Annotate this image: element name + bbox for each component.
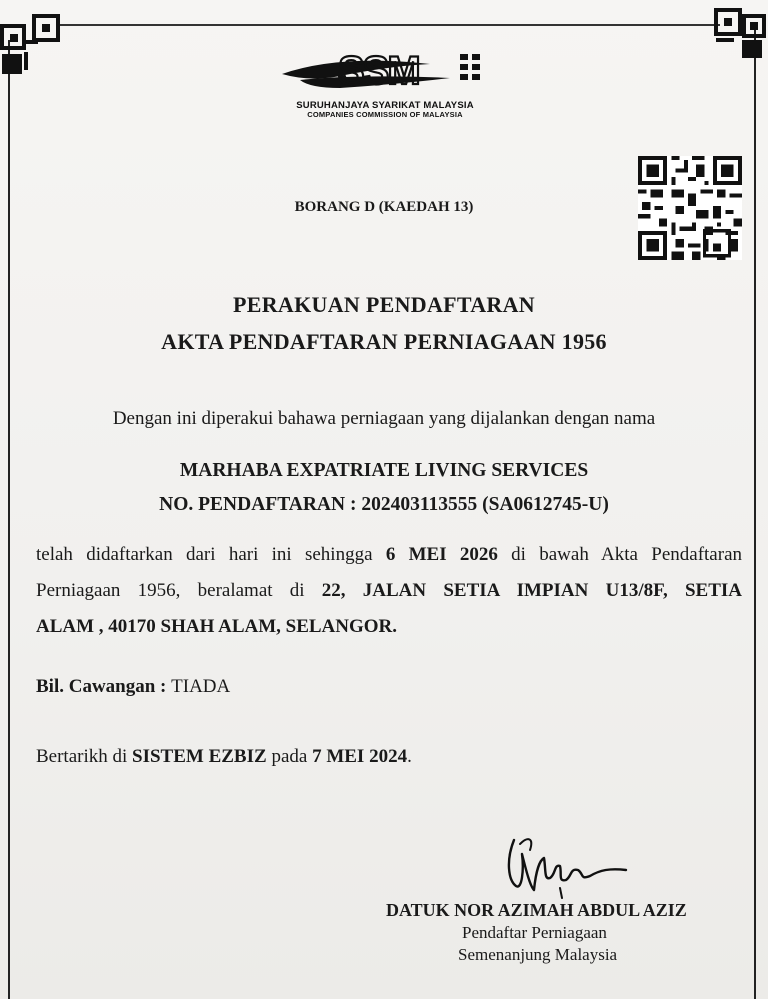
- top-border-line: [60, 24, 720, 26]
- issuing-system: SISTEM EZBIZ: [132, 746, 267, 767]
- paragraph-line-2: Perniagaan 1956, beralamat di 22, JALAN SETIA IMPIAN U13/8F, SETIA: [36, 580, 742, 601]
- issue-date-line: Bertarikh di SISTEM EZBIZ pada 7 MEI 2024.: [36, 746, 412, 767]
- issue-date: 7 MEI 2024: [312, 746, 408, 767]
- expiry-date: 6 MEI 2026: [385, 544, 498, 565]
- signatory-title: Pendaftar Perniagaan: [462, 923, 607, 942]
- form-label: BORANG D (KAEDAH 13): [294, 199, 474, 215]
- branch-value: TIADA: [171, 676, 231, 697]
- svg-text:SSM: SSM: [338, 49, 419, 93]
- branch-count: Bil. Cawangan : TIADA: [36, 676, 231, 697]
- handwritten-signature: [500, 830, 640, 900]
- ssm-logo: [280, 44, 490, 100]
- signatory-region: Semenanjung Malaysia: [458, 945, 618, 964]
- business-name: MARHABA EXPATRIATE LIVING SERVICES: [179, 460, 589, 481]
- intro-statement: Dengan ini diperakui bahawa perniagaan yang dijalankan dengan nama: [112, 408, 656, 429]
- org-name-english: COMPANIES COMMISSION OF MALAYSIA: [307, 110, 463, 119]
- business-address-line2: ALAM , 40170 SHAH ALAM, SELANGOR.: [36, 616, 398, 637]
- paragraph-line-1: telah didaftarkan dari hari ini sehingga 6 MEI 2026 di bawah Akta Pendaftaran: [36, 544, 743, 565]
- left-border-line: [8, 40, 10, 999]
- act-title: AKTA PENDAFTARAN PERNIAGAAN 1956: [161, 329, 607, 354]
- corner-ornament-top-left: [0, 12, 62, 76]
- registration-paragraph: [36, 537, 742, 645]
- paragraph-line-3: [36, 609, 742, 645]
- signatory-name: DATUK NOR AZIMAH ABDUL AZIZ: [386, 900, 687, 920]
- business-address-line1: 22, JALAN SETIA IMPIAN U13/8F, SETIA: [321, 580, 742, 601]
- corner-ornament-top-right: [712, 6, 768, 62]
- org-name-malay: SURUHANJAYA SYARIKAT MALAYSIA: [296, 100, 474, 111]
- registration-number: NO. PENDAFTARAN : 202403113555 (SA0612745-U): [159, 494, 609, 515]
- certificate-title: PERAKUAN PENDAFTARAN: [233, 292, 535, 317]
